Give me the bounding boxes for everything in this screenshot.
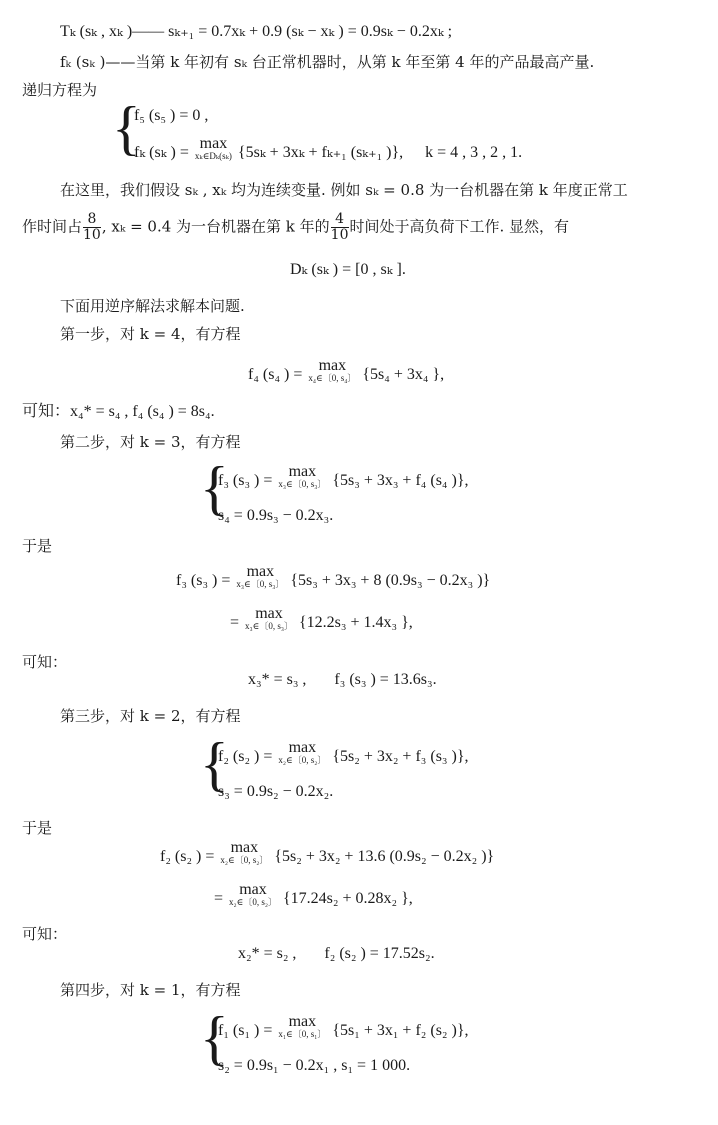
recursion-equation — [134, 136, 522, 163]
step-two-heading: 第二步，对 k = 3，有方程 — [60, 433, 241, 451]
method-intro: 下面用逆序解法求解本问题. — [60, 297, 245, 315]
conclusion-label: 可知： — [22, 653, 68, 671]
recursion-intro: 递归方程为 — [22, 81, 98, 99]
step-two-result: x₃* = s₃ , f₃ (s₃ ) = 13.6s₃. — [248, 671, 437, 688]
step-two-substitution: f₃ (s₃ ) = max x₃∈〔0, s₃〕 {5s₃ + 3x₃ + 8 (0.9s₃ − 0.2x₃ )} — [176, 563, 491, 589]
max-operator: max x₂∈〔0, s₂〕 — [278, 739, 327, 765]
fraction-4-10: $\frac{4}{10}$ — [330, 211, 349, 243]
step-three-simplified: = max x₂∈〔0, s₂〕 {17.24s₂ + 0.28x₂ }, — [214, 881, 413, 907]
max-operator: max x₂∈〔0, s₂〕 — [220, 839, 269, 865]
max-operator: max x₃∈〔0, s₃〕 — [278, 463, 327, 489]
step-four-equation: f₁ (s₁ ) = max x₁∈〔0, s₁〕 {5s₁ + 3x₁ + f₂ (s₂ )}, — [218, 1013, 469, 1039]
decision-domain: Dₖ (sₖ ) = [0 , sₖ ]. — [290, 261, 406, 278]
step-three-transition: s₃ = 0.9s₂ − 0.2x₂. — [218, 783, 334, 800]
step-one-equation: f₄ (s₄ ) = max x₄∈〔0, s₄〕 {5s₄ + 3x₄ }, — [248, 357, 445, 383]
step-two-simplified: = max x₃∈〔0, s₃〕 {12.2s₃ + 1.4x₃ }, — [230, 605, 413, 631]
step-four-heading: 第四步，对 k = 1，有方程 — [60, 981, 241, 999]
conclusion-label: 可知： — [22, 925, 68, 943]
boundary-condition: f₅ (s₅ ) = 0 , — [134, 107, 209, 124]
step-three-substitution: f₂ (s₂ ) = max x₂∈〔0, s₂〕 {5s₂ + 3x₂ + 13.6 (0.9s₂ − 0.2x₂ )} — [160, 839, 495, 865]
max-operator: max x₁∈〔0, s₁〕 — [278, 1013, 327, 1039]
max-operator: max x₂∈〔0, s₂〕 — [229, 881, 277, 907]
step-three-result: x₂* = s₂ , f₂ (s₂ ) = 17.52s₂. — [238, 945, 435, 962]
step-three-heading: 第三步，对 k = 2，有方程 — [60, 707, 241, 725]
system-brace-3: { — [200, 731, 229, 797]
step-two-equation: f₃ (s₃ ) = max x₃∈〔0, s₃〕 {5s₃ + 3x₃ + f₄ (s₄ )}, — [218, 463, 469, 489]
recursion-lhs: fₖ (sₖ ) = — [134, 144, 189, 161]
value-function-definition: fₖ (sₖ )——当第 k 年初有 sₖ 台正常机器时，从第 k 年至第 4 年的产品最高产量. — [60, 53, 595, 71]
recursion-rhs: {5sₖ + 3xₖ + fₖ₊₁ (sₖ₊₁ )}, — [237, 144, 404, 161]
system-brace-2: { — [200, 455, 229, 521]
therefore-label: 于是 — [22, 537, 53, 555]
max-operator: max xₖ∈Dₖ(sₖ) — [194, 135, 232, 161]
continuity-paragraph: 在这里，我们假设 sₖ , xₖ 均为连续变量. 例如 sₖ = 0.8 为一台机器在第 k 年度正常工 — [60, 181, 628, 199]
therefore-label: 于是 — [22, 819, 53, 837]
transition-definition: Tₖ (sₖ , xₖ )—— sₖ₊₁ = 0.7xₖ + 0.9 (sₖ − xₖ ) = 0.9sₖ − 0.2xₖ ; — [60, 23, 453, 40]
max-operator: max x₃∈〔0, s₃〕 — [236, 563, 285, 589]
continuity-paragraph-cont: 作时间占 $\frac{8}{10}$ , xₖ = 0.4 为一台机器在第 k 年的 $\frac{4}{10}$ 时间处于高负荷下工作. 显然，有 — [22, 211, 570, 243]
system-brace-1: { — [112, 95, 141, 161]
max-operator: max x₃∈〔0, s₃〕 — [245, 605, 293, 631]
system-brace-4: { — [200, 1005, 229, 1071]
step-four-transition: s₂ = 0.9s₁ − 0.2x₁ , s₁ = 1 000. — [218, 1057, 411, 1074]
step-three-equation: f₂ (s₂ ) = max x₂∈〔0, s₂〕 {5s₂ + 3x₂ + f₃ (s₃ )}, — [218, 739, 469, 765]
fraction-8-10: $\frac{8}{10}$ — [83, 211, 101, 243]
stage-range: k = 4 , 3 , 2 , 1. — [425, 144, 523, 161]
step-one-result: 可知：x₄* = s₄ , f₄ (s₄ ) = 8s₄. — [22, 403, 215, 420]
step-two-transition: s₄ = 0.9s₃ − 0.2x₃. — [218, 507, 334, 524]
max-operator: max x₄∈〔0, s₄〕 — [308, 357, 357, 383]
step-one-heading: 第一步，对 k = 4，有方程 — [60, 325, 241, 343]
